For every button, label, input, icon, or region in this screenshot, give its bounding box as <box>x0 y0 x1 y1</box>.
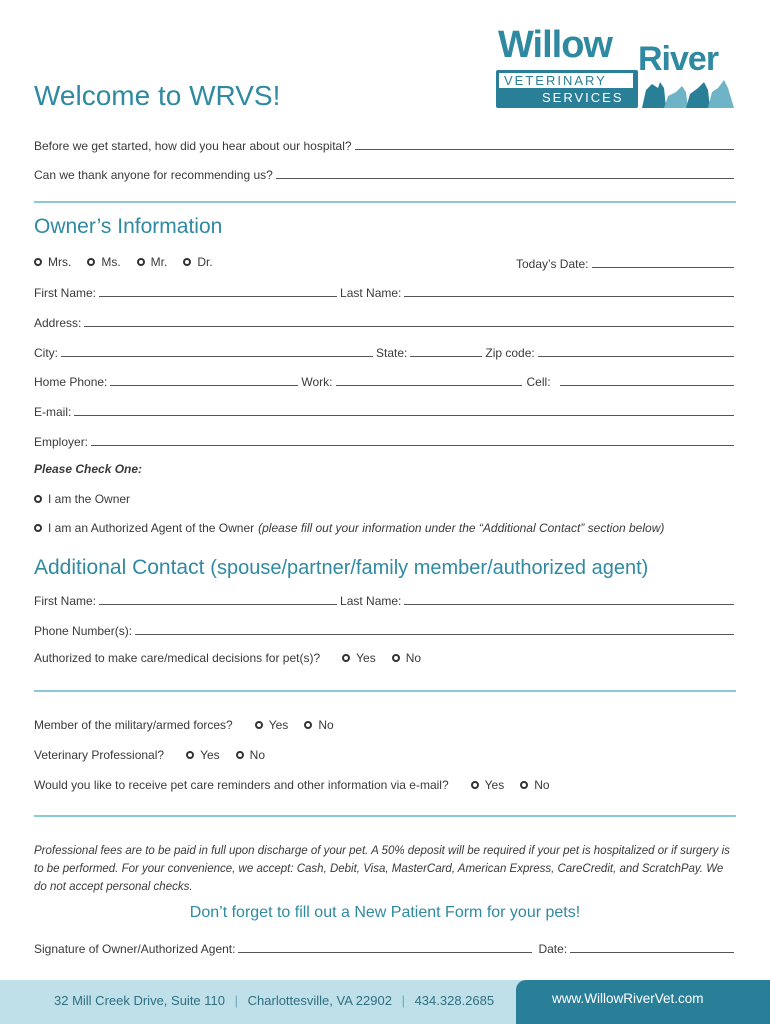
city-line <box>34 344 734 360</box>
signature-label: Signature of Owner/Authorized Agent: <box>34 942 236 956</box>
additional-phone-line <box>34 622 734 638</box>
owner-option[interactable] <box>34 492 130 506</box>
signature-date-label: Date: <box>538 942 568 956</box>
logo-veterinary: VETERINARY <box>504 73 607 88</box>
footer-city: Charlottesville, VA 22902 <box>247 993 392 1008</box>
state-field[interactable] <box>410 356 482 357</box>
radio-circle-icon <box>34 524 42 532</box>
footer-address: 32 Mill Creek Drive, Suite 110 <box>54 993 225 1008</box>
check-one-label: Please Check One: <box>34 462 143 476</box>
hear-about-field[interactable] <box>355 149 734 150</box>
state-label: State: <box>376 346 408 360</box>
owner-option-label: I am the Owner <box>48 492 131 506</box>
agent-option-note: (please fill out your information under the “Additional Contact” section below) <box>258 521 665 535</box>
salutation-mr[interactable]: Mr. <box>137 255 168 269</box>
work-phone-label: Work: <box>301 375 333 389</box>
military-label: Member of the military/armed forces? <box>34 718 233 732</box>
home-phone-field[interactable] <box>110 385 298 386</box>
signature-field[interactable] <box>238 952 532 953</box>
vet-pro-label: Veterinary Professional? <box>34 748 165 762</box>
radio-circle-icon <box>87 258 95 266</box>
additional-phone-field[interactable] <box>135 634 734 635</box>
address-field[interactable] <box>84 326 734 327</box>
todays-date-line <box>516 255 734 271</box>
logo-banner <box>496 70 638 108</box>
additional-last-name-field[interactable] <box>404 604 734 605</box>
radio-circle-icon <box>34 495 42 503</box>
additional-first-name-label: First Name: <box>34 594 97 608</box>
logo-willow: Willow <box>498 24 612 66</box>
city-label: City: <box>34 346 58 360</box>
logo-services: SERVICES <box>542 90 624 105</box>
radio-circle-icon <box>236 751 244 759</box>
new-patient-reminder: Don’t forget to fill out a New Patient Form for your pets! <box>189 904 581 921</box>
payment-policy-text: Professional fees are to be paid in full upon discharge of your pet. A 50% deposit will be required if your pet is hospitalized or if surgery is to be performed. For your convenience, we accept: Cash, Debit, Visa, MasterCard, American Express, CareCredit, and ScratchPay. We do not accept personal checks. <box>34 845 730 893</box>
first-name-field[interactable] <box>99 296 337 297</box>
email-line <box>34 403 734 419</box>
additional-section-title <box>34 556 648 580</box>
recommend-label: Can we thank anyone for recommending us? <box>34 168 273 182</box>
agent-option[interactable] <box>34 521 664 535</box>
footer-address-block: 32 Mill Creek Drive, Suite 110 | Charlottesville, VA 22902 | 434.328.2685 <box>54 993 495 1008</box>
signature-line <box>34 940 734 956</box>
home-phone-label: Home Phone: <box>34 375 108 389</box>
city-field[interactable] <box>61 356 373 357</box>
additional-subtitle: (spouse/partner/family member/authorized agent) <box>210 557 649 579</box>
vet-pro-no[interactable]: No <box>236 748 265 762</box>
employer-label: Employer: <box>34 435 89 449</box>
owner-name-line <box>34 284 734 300</box>
reminders-row <box>34 778 566 792</box>
radio-circle-icon <box>255 721 263 729</box>
authorized-row <box>34 651 437 665</box>
authorized-yes[interactable]: Yes <box>342 651 376 665</box>
vet-pro-row <box>34 748 281 762</box>
hear-about-line <box>34 137 734 153</box>
work-phone-field[interactable] <box>336 385 522 386</box>
address-line <box>34 314 734 330</box>
logo <box>496 26 740 112</box>
radio-circle-icon <box>34 258 42 266</box>
zip-label: Zip code: <box>485 346 535 360</box>
agent-option-label: I am an Authorized Agent of the Owner <box>48 521 255 535</box>
cell-phone-field[interactable] <box>560 385 734 386</box>
military-no[interactable]: No <box>304 718 333 732</box>
vet-pro-yes[interactable]: Yes <box>186 748 220 762</box>
radio-circle-icon <box>392 654 400 662</box>
last-name-field[interactable] <box>404 296 734 297</box>
salutation-ms[interactable]: Ms. <box>87 255 120 269</box>
footer-phone: 434.328.2685 <box>414 993 495 1008</box>
recommend-line <box>34 166 734 182</box>
cell-phone-label: Cell: <box>526 375 551 389</box>
signature-date-field[interactable] <box>570 952 734 953</box>
salutation-options <box>34 255 229 269</box>
reminders-yes[interactable]: Yes <box>471 778 505 792</box>
additional-phone-label: Phone Number(s): <box>34 624 133 638</box>
todays-date-label: Today’s Date: <box>516 257 589 271</box>
salutation-dr[interactable]: Dr. <box>183 255 212 269</box>
radio-circle-icon <box>471 781 479 789</box>
footer-website[interactable]: www.WillowRiverVet.com <box>552 991 704 1006</box>
military-yes[interactable]: Yes <box>255 718 289 732</box>
radio-circle-icon <box>520 781 528 789</box>
additional-name-line <box>34 592 734 608</box>
hear-about-label: Before we get started, how did you hear about our hospital? <box>34 139 352 153</box>
divider <box>34 690 736 692</box>
divider <box>34 201 736 203</box>
reminders-label: Would you like to receive pet care reminders and other information via e-mail? <box>34 778 449 792</box>
first-name-label: First Name: <box>34 286 97 300</box>
pet-silhouettes-icon <box>638 78 736 108</box>
authorized-no[interactable]: No <box>392 651 421 665</box>
reminders-no[interactable]: No <box>520 778 549 792</box>
additional-title: Additional Contact <box>34 556 205 579</box>
zip-field[interactable] <box>538 356 734 357</box>
footer <box>0 980 770 1024</box>
additional-last-name-label: Last Name: <box>340 594 402 608</box>
todays-date-field[interactable] <box>592 267 735 268</box>
recommend-field[interactable] <box>276 178 734 179</box>
radio-circle-icon <box>183 258 191 266</box>
authorized-label: Authorized to make care/medical decisions for pet(s)? <box>34 651 321 665</box>
owner-section-title: Owner’s Information <box>34 215 223 238</box>
salutation-mrs[interactable]: Mrs. <box>34 255 71 269</box>
radio-circle-icon <box>342 654 350 662</box>
phone-line <box>34 373 734 389</box>
logo-river: River <box>638 40 719 78</box>
last-name-label: Last Name: <box>340 286 402 300</box>
address-label: Address: <box>34 316 82 330</box>
footer-website-panel <box>516 980 770 1024</box>
email-field[interactable] <box>74 415 734 416</box>
radio-circle-icon <box>186 751 194 759</box>
email-label: E-mail: <box>34 405 72 419</box>
radio-circle-icon <box>137 258 145 266</box>
radio-circle-icon <box>304 721 312 729</box>
employer-line <box>34 433 734 449</box>
military-row <box>34 718 350 732</box>
additional-first-name-field[interactable] <box>99 604 337 605</box>
divider <box>34 815 736 817</box>
employer-field[interactable] <box>91 445 734 446</box>
page-title: Welcome to WRVS! <box>34 80 281 111</box>
